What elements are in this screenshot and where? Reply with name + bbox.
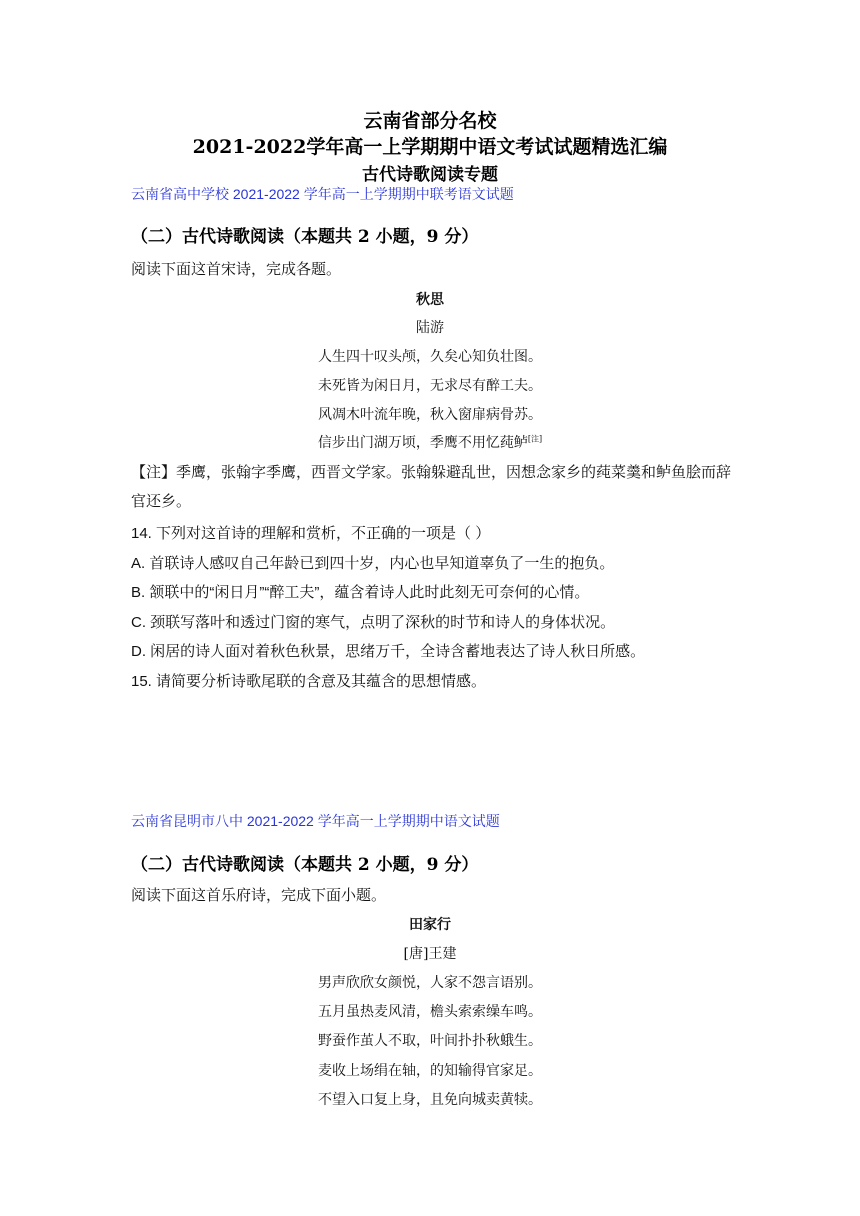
section1-intro: 阅读下面这首宋诗，完成各题。 bbox=[131, 261, 342, 278]
poem1-line: 未死皆为闲日月，无求尽有醉工夫。 bbox=[318, 378, 542, 394]
section2-heading: （二）古代诗歌阅读（本题共 2 小题，9 分） bbox=[131, 855, 479, 875]
question-14: 14. 下列对这首诗的理解和赏析，不正确的一项是（ ） bbox=[131, 525, 491, 542]
option-a: A. 首联诗人感叹自己年龄已到四十岁，内心也早知道辜负了一生的抱负。 bbox=[131, 555, 615, 572]
poem1-line: 人生四十叹头颅，久矣心知负壮图。 bbox=[318, 349, 542, 365]
option-b: B. 颔联中的“闲日月”“醉工夫”，蕴含着诗人此时此刻无可奈何的心情。 bbox=[131, 584, 590, 601]
poem1-line-last bbox=[0, 432, 860, 452]
section2-intro: 阅读下面这首乐府诗，完成下面小题。 bbox=[131, 887, 387, 904]
poem1-line: 信步出门湖万顷，季鹰不用忆莼鲈 bbox=[317, 435, 528, 451]
doc-title-line2: 2021-2022学年高一上学期期中语文考试试题精选汇编 bbox=[192, 136, 668, 158]
option-c: C. 颈联写落叶和透过门窗的寒气，点明了深秋的时节和诗人的身体状况。 bbox=[131, 614, 616, 631]
doc-title-line3: 古代诗歌阅读专题 bbox=[362, 165, 498, 185]
poem2-title: 田家行 bbox=[409, 917, 451, 933]
poem2-line: 麦收上场绢在轴，的知输得官家足。 bbox=[318, 1063, 542, 1079]
section2-source: 云南省昆明市八中 2021-2022 学年高一上学期期中语文试题 bbox=[131, 813, 500, 829]
doc-title-line1: 云南省部分名校 bbox=[363, 110, 497, 132]
question-15: 15. 请简要分析诗歌尾联的含意及其蕴含的思想情感。 bbox=[131, 673, 487, 690]
poem2-author: [唐]王建 bbox=[403, 946, 457, 962]
poem1-line: 风凋木叶流年晚，秋入窗扉病骨苏。 bbox=[318, 407, 542, 423]
option-d: D. 闲居的诗人面对着秋色秋景，思绪万千，全诗含蓄地表达了诗人秋日所感。 bbox=[131, 643, 646, 660]
poem2-line: 五月虽热麦风清，檐头索索缲车鸣。 bbox=[318, 1004, 542, 1020]
poem2-line: 不望入口复上身，且免向城卖黄犊。 bbox=[318, 1092, 542, 1108]
poem2-line: 野蚕作茧人不取，叶间扑扑秋蛾生。 bbox=[318, 1033, 542, 1049]
poem1-title: 秋思 bbox=[416, 292, 444, 308]
poem1-author: 陆游 bbox=[416, 320, 444, 336]
section1-heading: （二）古代诗歌阅读（本题共 2 小题，9 分） bbox=[131, 227, 479, 247]
section1-source: 云南省高中学校 2021-2022 学年高一上学期期中联考语文试题 bbox=[131, 186, 514, 202]
section1-note: 【注】季鹰，张翰字季鹰，西晋文学家。张翰躲避乱世，因想念家乡的莼菜羹和鲈鱼脍而辞官还乡。 bbox=[131, 464, 732, 510]
note-marker: [注] bbox=[527, 434, 543, 444]
poem2-line: 男声欣欣女颜悦，人家不怨言语别。 bbox=[318, 975, 542, 991]
